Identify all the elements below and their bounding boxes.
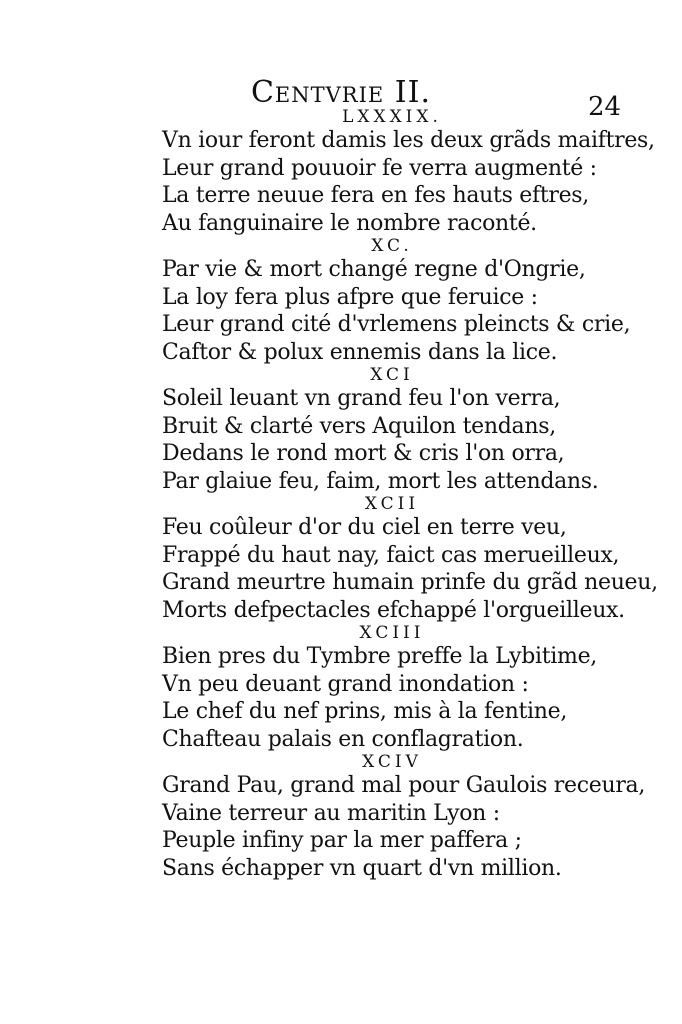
- quatrain-numeral: LXXXIX.: [342, 107, 442, 127]
- verse-line: Le chef du nef prins, mis à la fentine,: [162, 699, 568, 724]
- quatrain-92: [162, 494, 658, 624]
- verse-line: Grand Pau, grand mal pour Gaulois receura,: [162, 773, 646, 798]
- verse-line: Par vie & mort changé regne d'Ongrie,: [162, 257, 586, 282]
- verse-line: Vn peu deuant grand inondation :: [162, 671, 529, 697]
- running-head: Centvrie II.: [250, 75, 432, 110]
- verse-line: Par glaiue feu, faim, mort les attendans.: [162, 468, 599, 494]
- verse-line: Leur grand cité d'vrlemens pleincts & crie,: [162, 312, 631, 337]
- verse-line: Dedans le rond mort & cris l'on orra,: [162, 441, 565, 466]
- quatrain-numeral: XCII: [364, 494, 420, 514]
- verse-line: Leur grand pouuoir fe verra augmenté :: [162, 155, 597, 181]
- verse-line: Bruit & clarté vers Aquilon tendans,: [162, 413, 556, 439]
- quatrain-numeral: XCI: [370, 365, 414, 385]
- verse-line: Soleil leuant vn grand feu l'on verra,: [162, 386, 561, 411]
- quatrain-numeral: XCIII: [359, 623, 425, 643]
- verse-line: Au fanguinaire le nombre raconté.: [162, 210, 537, 236]
- verse-line: Peuple infiny par la mer paffera ;: [162, 828, 522, 853]
- verse-line: Morts defpectacles efchappé l'orgueilleux.: [162, 597, 625, 623]
- verse-line: Caftor & polux ennemis dans la lice.: [162, 339, 558, 365]
- verse-line: La terre neuue fera en fes hauts eftres,: [162, 183, 589, 208]
- verse-line: Bien pres du Tymbre preffe la Lybitime,: [162, 644, 597, 669]
- quatrain-numeral: XC.: [371, 236, 413, 256]
- verse-line: La loy fera plus afpre que feruice :: [162, 284, 538, 310]
- verse-line: Chafteau palais en conflagration.: [162, 726, 524, 752]
- quatrain-93: [162, 624, 642, 753]
- page-number: 24: [588, 92, 622, 122]
- verse-line: Vn iour feront damis les deux grãds maiftres,: [162, 128, 655, 153]
- verse-line: Frappé du haut nay, faict cas merueilleux,: [162, 542, 620, 568]
- verse-line: Sans échapper vn quart d'vn million.: [162, 855, 562, 881]
- quatrain-numeral: XCIV: [362, 752, 422, 772]
- quatrain-90: [162, 237, 642, 366]
- quatrain-94: [162, 752, 646, 882]
- verse-line: Feu coûleur d'or du ciel en terre veu,: [162, 515, 567, 540]
- verse-line: Vaine terreur au maritin Lyon :: [162, 800, 500, 826]
- verse-line: Grand meurtre humain prinfe du grãd neueu,: [162, 570, 658, 595]
- quatrain-91: [162, 366, 642, 495]
